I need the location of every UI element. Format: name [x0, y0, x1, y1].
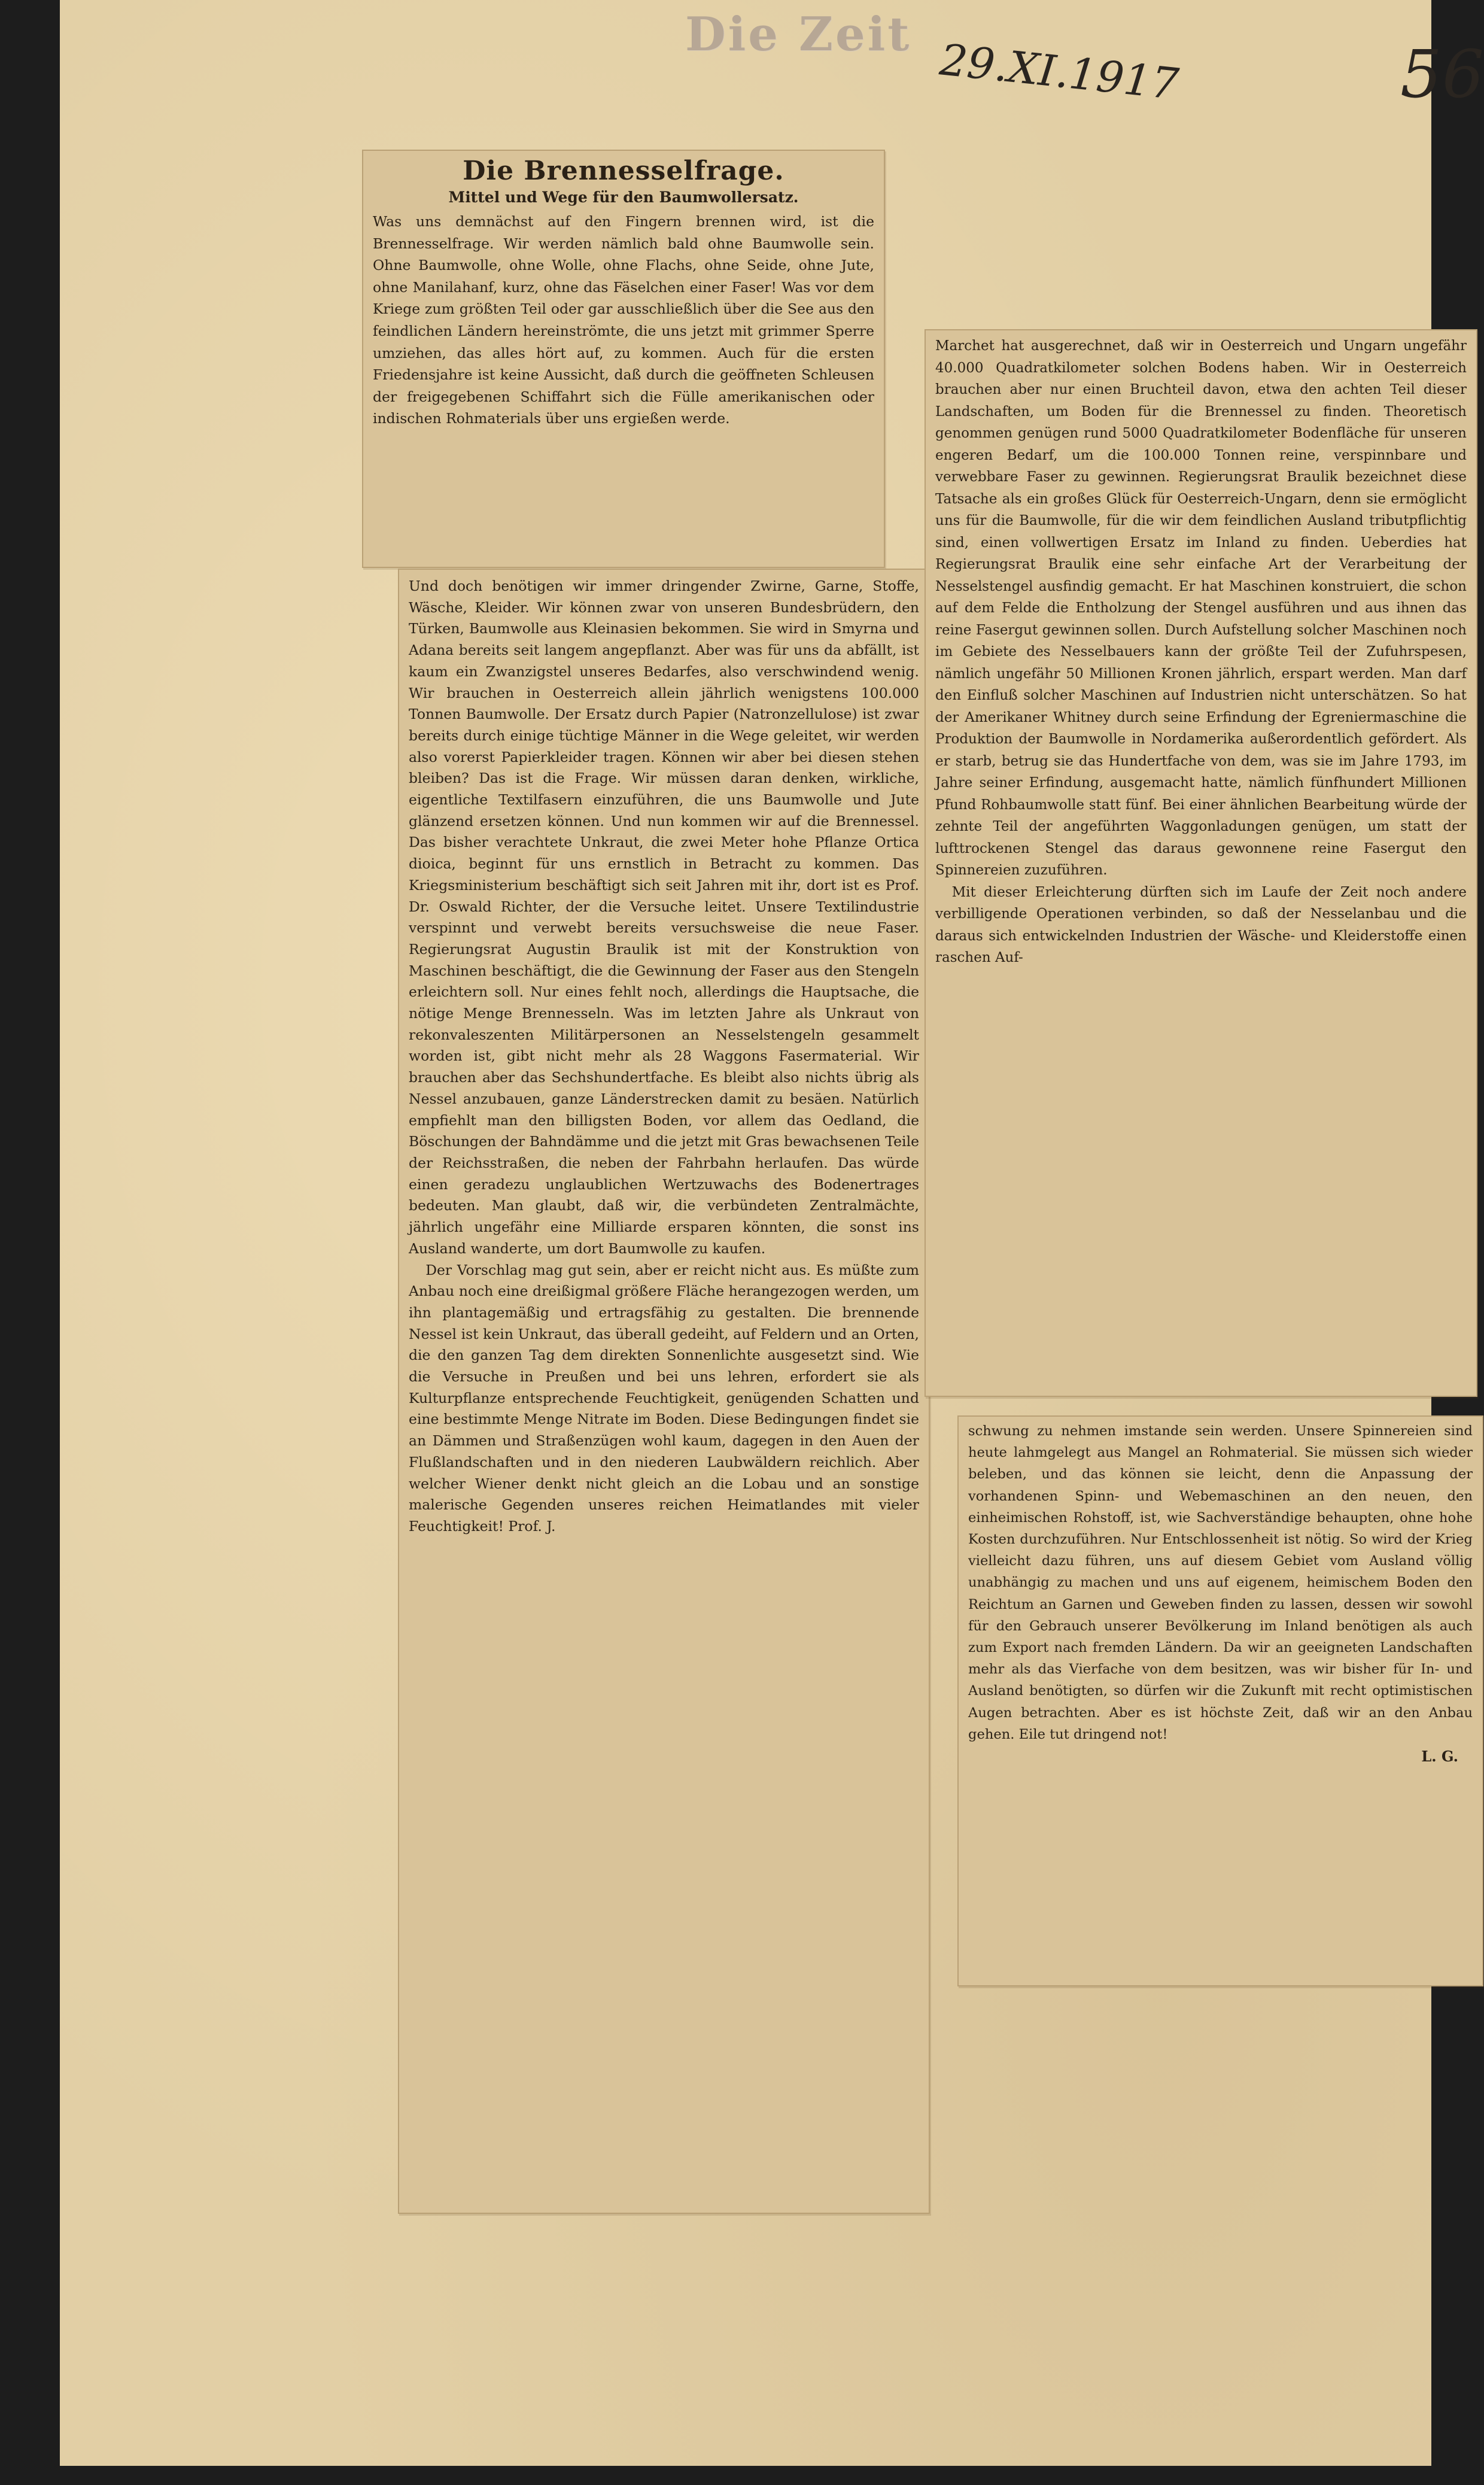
- clipping-top-left: [362, 150, 885, 568]
- article-subheadline: Mittel und Wege für den Baumwollersatz.: [448, 189, 799, 206]
- article-headline: Die Brennesselfrage.: [463, 156, 784, 186]
- archive-sheet: [60, 0, 1484, 2466]
- clipping-right-lower: [957, 1415, 1483, 1986]
- article-column-4: schwung zu nehmen imstande sein werden. Unsere Spinnereien sind heute lahmgelegt aus Mangel an Rohmaterial. Sie müssen sich wieder beleben, und das können sie leicht, denn die Anpassung der vorhandenen Spinn- und Webemaschinen an den neuen, den einheimischen Rohstoff, ist, wie Sachverständige behaupten, ohne hohe Kosten durchzuführen. Nur Entschlossenheit ist nötig. So wird der Krieg vielleicht dazu führen, uns auf diesem Gebiet vom Ausland völlig unabhängig zu machen und uns auf eigenem, heimischem Boden den Reichtum an Garnen und Geweben finden zu lassen, dessen wir sowohl für den Gebrauch unserer Bevölkerung im Inland benötigen als auch zum Export nach fremden Ländern. Da wir an geeigneten Landschaften mehr als das Vierfache von dem besitzen, was wir bisher für In- und Ausland benötigten, so dürfen wir die Zukunft mit recht optimistischen Augen betrachten. Aber es ist höchste Zeit, daß wir an den Anbau gehen. Eile tut dringend not!: [968, 1423, 1473, 1742]
- handwritten-page-number: 56: [1400, 36, 1484, 113]
- clipping-right-upper: [925, 329, 1477, 1397]
- clipping-left-long: [398, 569, 930, 2214]
- handwritten-date: 29.XI.1917: [937, 34, 1181, 110]
- article-column-1: Was uns demnächst auf den Fingern brennen wird, ist die Brennesselfrage. Wir werden nämlich bald ohne Baumwolle sein. Ohne Baumwolle, ohne Wolle, ohne Flachs, ohne Seide, ohne Jute, ohne Manilahanf, kurz, ohne das Fäselchen einer Faser! Was vor dem Kriege zum größten Teil oder gar ausschließlich über die See aus den feindlichen Ländern hereinströmte, die uns jetzt mit grimmer Sperre umziehen, das alles hört auf, zu kommen. Auch für die ersten Friedensjahre ist keine Aussicht, daß durch die geöffneten Schleusen der freigegebenen Schiffahrt sich die Fülle amerikanischen oder indischen Rohmaterials über uns ergießen werde.: [373, 213, 874, 427]
- article-column-2: Und doch benötigen wir immer dringender Zwirne, Garne, Stoffe, Wäsche, Kleider. Wir können zwar von unseren Bundesbrüdern, den Türken, Baumwolle aus Kleinasien bekommen. Sie wird in Smyrna und Adana bereits seit langem angepflanzt. Aber was für uns da abfällt, ist kaum ein Zwanzigstel unseres Bedarfes, also verschwindend wenig. Wir brauchen in Oesterreich allein jährlich wenigstens 100.000 Tonnen Baumwolle. Der Ersatz durch Papier (Natronzellulose) ist zwar bereits durch einige tüchtige Männer in die Wege geleitet, wir werden also vorerst Papierkleider tragen. Können wir aber bei diesen stehen bleiben? Das ist die Frage. Wir müssen daran denken, wirkliche, eigentliche Textilfasern einzuführen, die uns Baumwolle und Jute glänzend ersetzen können. Und nun kommen wir auf die Brennessel. Das bisher verachtete Unkraut, die zwei Meter hohe Pflanze Ortica dioica, beginnt für uns ernstlich in Betracht zu kommen. Das Kriegsministerium beschäftigt sich seit Jahren mit ihr, dort ist es Prof. Dr. Oswald Richter, der die Versuche leitet. Unsere Textilindustrie verspinnt und verwebt bereits versuchsweise die neue Faser. Regierungsrat Augustin Braulik ist mit der Konstruktion von Maschinen beschäftigt, die die Gewinnung der Faser aus den Stengeln erleichtern soll. Nur eines fehlt noch, allerdings die Hauptsache, die nötige Menge Brennesseln. Was im letzten Jahre als Unkraut von rekonvaleszenten Militärpersonen an Nesselstengeln gesammelt worden ist, gibt nicht mehr als 28 Waggons Fasermaterial. Wir brauchen aber das Sechshundertfache. Es bleibt also nichts übrig als Nessel anzubauen, ganze Länderstrecken damit zu besäen. Natürlich empfiehlt man den billigsten Boden, vor allem das Oedland, die Böschungen der Bahndämme und die jetzt mit Gras bewachsenen Teile der Reichsstraßen, die neben der Fahrbahn herlaufen. Das würde einen geradezu unglaublichen Wertzuwachs des Bodenertrages bedeuten. Man glaubt, daß wir, die verbündeten Zentralmächte, jährlich ungefähr eine Milliarde ersparen könnten, die sonst ins Ausland wanderte, um dort Baumwolle zu kaufen. Der Vorschlag mag gut sein, aber er reicht nicht aus. Es müßte zum Anbau noch eine dreißigmal größere Fläche herangezogen werden, um ihn plantagemäßig und ertragsfähig zu gestalten. Die brennende Nessel ist kein Unkraut, das überall gedeiht, auf Feldern und an Orten, die den ganzen Tag dem direkten Sonnenlichte ausgesetzt sind. Wie die Versuche in Preußen und bei uns lehren, erfordert sie als Kulturpflanze entsprechende Feuchtigkeit, genügenden Schatten und eine bestimmte Menge Nitrate im Boden. Diese Bedingungen findet sie an Dämmen und Straßenzügen wohl kaum, dagegen in den Auen der Flußlandschaften und in den niederen Laubwäldern reichlich. Aber welcher Wiener denkt nicht gleich an die Lobau und an sonstige malerische Gegenden unseres reichen Heimatlandes mit vieler Feuchtigkeit! Prof. J.: [409, 578, 919, 1535]
- masthead-stamp: Die Zeit: [685, 7, 912, 62]
- author-signature: L. G.: [1421, 1748, 1458, 1766]
- article-column-3: Marchet hat ausgerechnet, daß wir in Oesterreich und Ungarn ungefähr 40.000 Quadratkilometer solchen Bodens haben. Wir in Oesterreich brauchen aber nur einen Bruchteil davon, etwa den achten Teil dieser Landschaften, um Boden für die Brennessel zu finden. Theoretisch genommen genügen rund 5000 Quadratkilometer Bodenfläche für unseren engeren Bedarf, um die 100.000 Tonnen reine, verspinnbare und verwebbare Faser zu gewinnen. Regierungsrat Braulik bezeichnet diese Tatsache als ein großes Glück für Oesterreich-Ungarn, denn sie ermöglicht uns für die Baumwolle, für die wir dem feindlichen Ausland tributpflichtig sind, einen vollwertigen Ersatz im Inland zu finden. Ueberdies hat Regierungsrat Braulik eine sehr einfache Art der Verarbeitung der Nesselstengel ausfindig gemacht. Er hat Maschinen konstruiert, die schon auf dem Felde die Entholzung der Stengel ausführen und aus ihnen das reine Fasergut gewinnen sollen. Durch Aufstellung solcher Maschinen noch im Gebiete des Nesselbauers kann der größte Teil der Zufuhrspesen, nämlich ungefähr 50 Millionen Kronen jährlich, erspart werden. Man darf den Einfluß solcher Maschinen auf Industrien nicht unterschätzen. So hat der Amerikaner Whitney durch seine Erfindung der Egreniermaschine die Produktion der Baumwolle in Nordamerika außerordentlich gefördert. Als er starb, betrug sie das Hundertfache von dem, was sie im Jahre 1793, im Jahre seiner Erfindung, ausgemacht hatte, nämlich fünfhundert Millionen Pfund Rohbaumwolle statt fünf. Bei einer ähnlichen Bearbeitung würde der zehnte Teil der angeführten Waggonladungen genügen, um statt der lufttrockenen Stengel das daraus gewonnene reine Fasergut den Spinnereien zuzuführen. Mit dieser Erleichterung dürften sich im Laufe der Zeit noch andere verbilligende Operationen verbinden, so daß der Nesselanbau und die daraus sich entwickelnden Industrien der Wäsche- und Kleiderstoffe einen raschen Auf-: [935, 338, 1467, 965]
